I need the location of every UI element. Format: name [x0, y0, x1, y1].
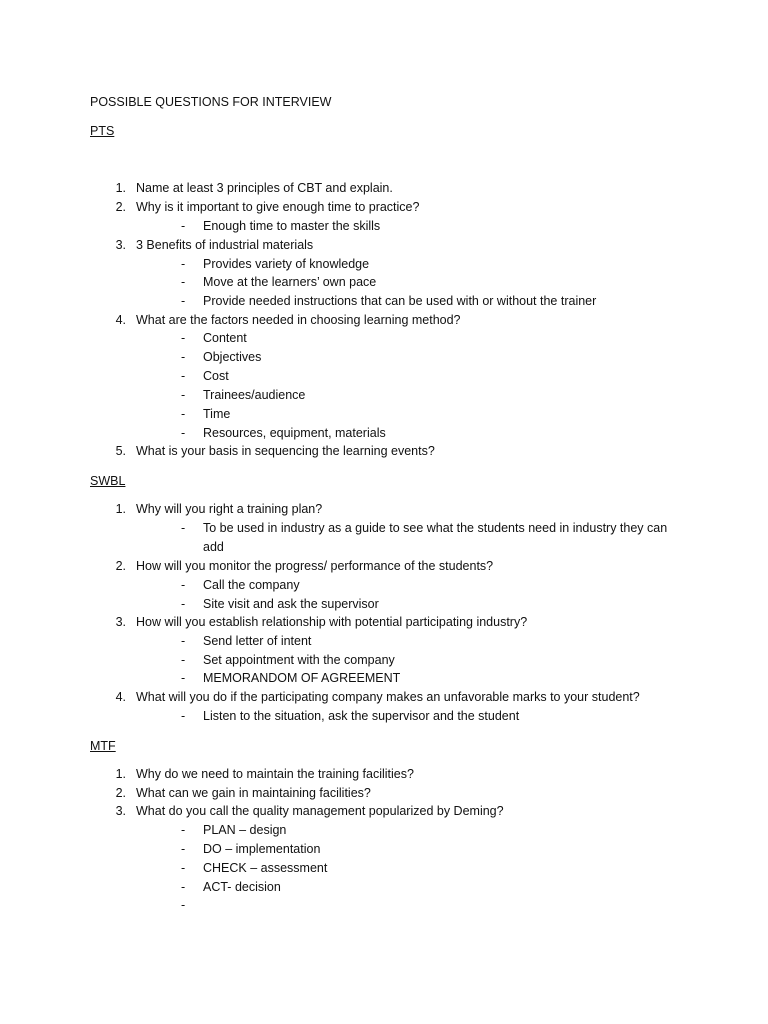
question-text: Why will you right a training plan?: [136, 502, 323, 516]
question-number: 2.: [115, 786, 126, 800]
answer-item: Listen to the situation, ask the supervisor and the student: [203, 709, 520, 723]
answer-item: PLAN – design: [203, 823, 287, 837]
question-number: 4.: [115, 313, 126, 327]
question-number: 1.: [115, 502, 126, 516]
bullet-dash: -: [181, 388, 186, 402]
question-text: How will you monitor the progress/ performance of the students?: [136, 559, 494, 573]
answer-item: Cost: [203, 369, 229, 383]
bullet-dash: -: [181, 369, 186, 383]
bullet-dash: -: [181, 634, 186, 648]
question-text: What do you call the quality management popularized by Deming?: [136, 804, 504, 818]
bullet-dash: -: [181, 823, 186, 837]
bullet-dash: -: [181, 331, 186, 345]
question-number: 1.: [115, 767, 126, 781]
question-text: Why is it important to give enough time to practice?: [136, 200, 420, 214]
question-text: Why do we need to maintain the training facilities?: [136, 767, 414, 781]
question-number: 1.: [115, 181, 126, 195]
answer-item: CHECK – assessment: [203, 861, 328, 875]
section-heading-pts: PTS: [90, 124, 115, 138]
bullet-dash: -: [181, 861, 186, 875]
bullet-dash: -: [181, 578, 186, 592]
question-text: How will you establish relationship with potential participating industry?: [136, 615, 528, 629]
answer-item: ACT- decision: [203, 880, 281, 894]
answer-item: MEMORANDOM OF AGREEMENT: [203, 671, 401, 685]
question-text: What are the factors needed in choosing learning method?: [136, 313, 461, 327]
bullet-dash: -: [181, 671, 186, 685]
question-text: What is your basis in sequencing the learning events?: [136, 444, 435, 458]
section-heading-mtf: MTF: [90, 739, 116, 753]
question-number: 2.: [115, 200, 126, 214]
bullet-dash: -: [181, 521, 186, 535]
question-number: 5.: [115, 444, 126, 458]
answer-item: Call the company: [203, 578, 300, 592]
question-text: Name at least 3 principles of CBT and explain.: [136, 181, 393, 195]
answer-item: Set appointment with the company: [203, 653, 395, 667]
bullet-dash: -: [181, 294, 186, 308]
section-heading-swbl: SWBL: [90, 474, 126, 488]
question-number: 3.: [115, 238, 126, 252]
question-number: 4.: [115, 690, 126, 704]
bullet-dash: -: [181, 219, 186, 233]
question-number: 3.: [115, 615, 126, 629]
bullet-dash: -: [181, 407, 186, 421]
answer-item: Trainees/audience: [203, 388, 306, 402]
question-text: What can we gain in maintaining facilities?: [136, 786, 371, 800]
answer-item: To be used in industry as a guide to see what the students need in industry they can add: [203, 521, 668, 554]
answer-item: Site visit and ask the supervisor: [203, 597, 379, 611]
document-title: POSSIBLE QUESTIONS FOR INTERVIEW: [90, 95, 332, 109]
bullet-dash: -: [181, 426, 186, 440]
answer-item: Objectives: [203, 350, 262, 364]
answer-item: Provide needed instructions that can be used with or without the trainer: [203, 294, 597, 308]
question-number: 2.: [115, 559, 126, 573]
answer-item: Enough time to master the skills: [203, 219, 381, 233]
bullet-dash: -: [181, 350, 186, 364]
bullet-dash: -: [181, 898, 186, 912]
bullet-dash: -: [181, 597, 186, 611]
bullet-dash: -: [181, 880, 186, 894]
question-number: 3.: [115, 804, 126, 818]
bullet-dash: -: [181, 275, 186, 289]
bullet-dash: -: [181, 257, 186, 271]
answer-item: Resources, equipment, materials: [203, 426, 386, 440]
answer-item: Time: [203, 407, 231, 421]
answer-item: Send letter of intent: [203, 634, 312, 648]
question-text: What will you do if the participating company makes an unfavorable marks to your student?: [136, 690, 640, 704]
question-text: 3 Benefits of industrial materials: [136, 238, 314, 252]
bullet-dash: -: [181, 653, 186, 667]
bullet-dash: -: [181, 709, 186, 723]
answer-item: Provides variety of knowledge: [203, 257, 370, 271]
answer-item: Move at the learners’ own pace: [203, 275, 377, 289]
bullet-dash: -: [181, 842, 186, 856]
answer-item: DO – implementation: [203, 842, 321, 856]
answer-item: Content: [203, 331, 247, 345]
